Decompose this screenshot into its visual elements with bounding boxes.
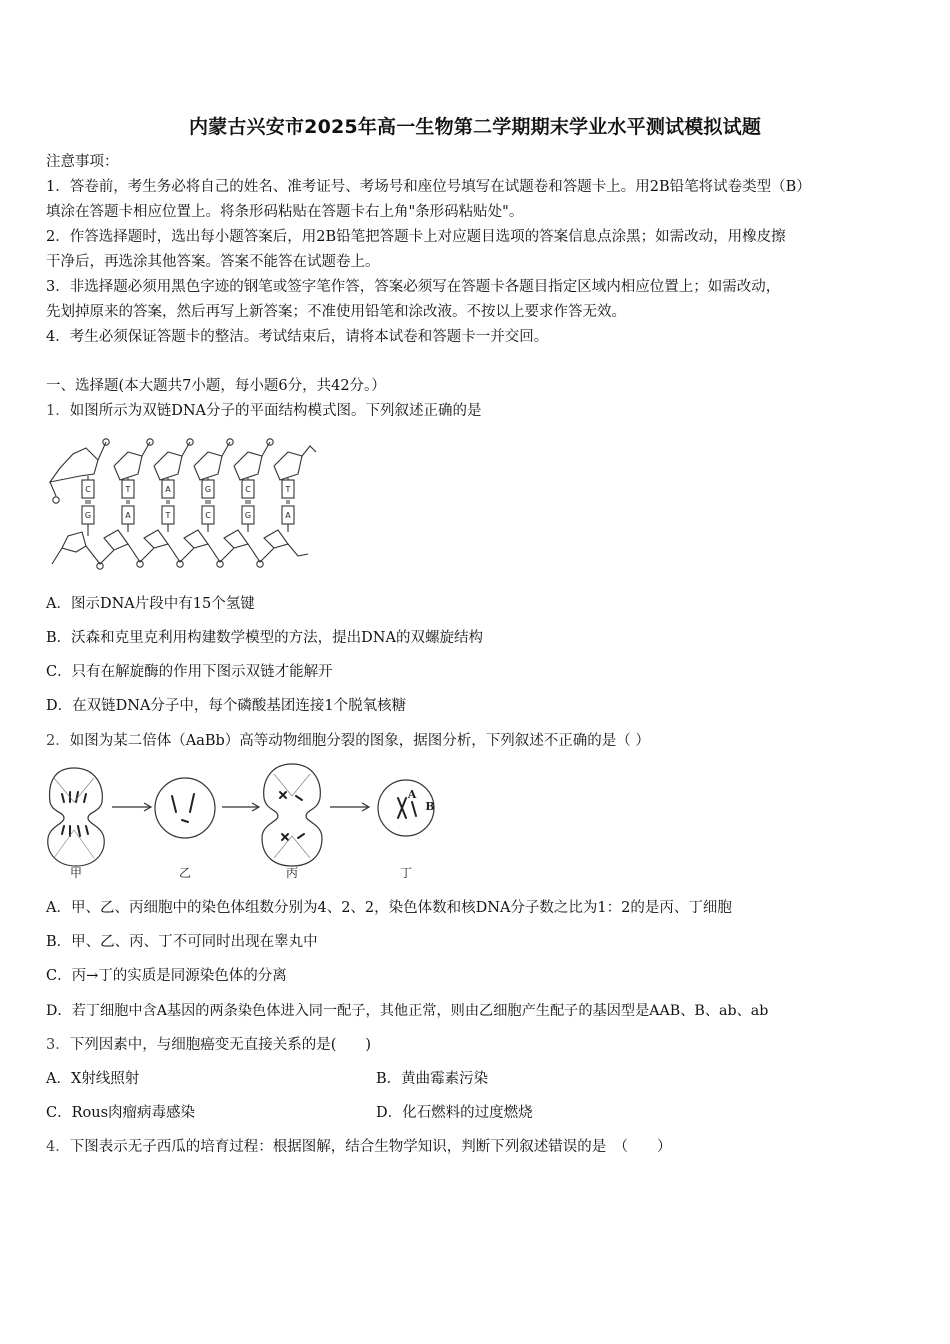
- notice-line: 先划掉原来的答案，然后再写上新答案；不准使用铅笔和涂改液。不按以上要求作答无效。: [46, 304, 626, 320]
- gene-label-b: B: [425, 800, 435, 813]
- option-b: B．黄曲霉素污染: [376, 1071, 489, 1087]
- option-c: C．丙→丁的实质是同源染色体的分离: [46, 968, 287, 984]
- question-stem: 下列因素中，与细胞癌变无直接关系的是( ): [69, 1037, 372, 1053]
- notice-line: 2．作答选择题时，选出每小题答案后，用2B铅笔把答题卡上对应题目选项的答案信息点涂黑；如需改动，用橡皮擦: [46, 229, 786, 245]
- question-number: 1．: [46, 403, 70, 419]
- page-title: 内蒙古兴安市2025年高一生物第二学期期末学业水平测试模拟试题: [188, 116, 762, 138]
- gene-label-a: A: [407, 788, 417, 801]
- question-stem: 如图为某二倍体（AaBb）高等动物细胞分裂的图象，据图分析，下列叙述不正确的是（ ）: [69, 733, 650, 749]
- notice-line: 干净后，再选涂其他答案。答案不能答在试题卷上。: [46, 254, 380, 270]
- base-label: T: [285, 485, 291, 494]
- option-a: A．甲、乙、丙细胞中的染色体组数分别为4、2、2，染色体数和核DNA分子数之比为1：2的是丙、丁细胞: [46, 900, 732, 916]
- base-label: C: [245, 485, 251, 494]
- option-a: A．图示DNA片段中有15个氢键: [46, 596, 255, 612]
- cell-label-ding: 丁: [399, 866, 413, 880]
- base-label: G: [204, 485, 212, 494]
- base-label: C: [205, 511, 211, 520]
- option-c: C．Rous肉瘤病毒感染: [46, 1105, 196, 1121]
- question-number: 2．: [46, 733, 70, 749]
- option-a: A．X射线照射: [46, 1071, 140, 1087]
- option-b: B．甲、乙、丙、丁不可同时出现在睾丸中: [46, 934, 318, 950]
- section-heading: 一、选择题(本大题共7小题，每小题6分，共42分。）: [46, 378, 386, 394]
- notice-heading: 注意事项：: [46, 154, 119, 170]
- question-stem: 下图表示无子西瓜的培育过程：根据图解，结合生物学知识，判断下列叙述错误的是 （ ）: [69, 1139, 672, 1155]
- base-label: G: [244, 511, 252, 520]
- option-d: D．在双链DNA分子中，每个磷酸基团连接1个脱氧核糖: [46, 698, 407, 714]
- base-label: A: [285, 511, 291, 520]
- cell-label-bing: 丙: [285, 866, 299, 880]
- question-1: [46, 401, 482, 421]
- base-label: C: [85, 485, 91, 494]
- base-label: G: [84, 511, 92, 520]
- base-label: T: [125, 485, 131, 494]
- base-label: T: [165, 511, 171, 520]
- notice-line: 填涂在答题卡相应位置上。将条形码粘贴在答题卡右上角"条形码粘贴处"。: [46, 204, 524, 220]
- question-3: [46, 1035, 371, 1055]
- question-2: [46, 731, 650, 751]
- cell-label-jia: 甲: [69, 866, 83, 880]
- question-stem: 如图所示为双链DNA分子的平面结构模式图。下列叙述正确的是: [69, 403, 482, 419]
- option-c: C．只有在解旋酶的作用下图示双链才能解开: [46, 664, 333, 680]
- option-b: B．沃森和克里克利用构建数学模型的方法，提出DNA的双螺旋结构: [46, 630, 483, 646]
- notice-line: 4．考生必须保证答题卡的整洁。考试结束后，请将本试卷和答题卡一并交回。: [46, 329, 549, 345]
- notice-line: 1．答卷前，考生务必将自己的姓名、准考证号、考场号和座位号填写在试题卷和答题卡上。用2B铅笔将试卷类型（B）: [46, 179, 811, 195]
- question-number: 4．: [46, 1139, 70, 1155]
- question-4: [46, 1137, 671, 1157]
- option-d: D．化石燃料的过度燃烧: [376, 1105, 533, 1121]
- dna-structure-diagram: [48, 438, 328, 578]
- cell-division-diagram: [44, 762, 444, 880]
- cell-label-yi: 乙: [178, 866, 192, 880]
- base-label: A: [125, 511, 131, 520]
- option-d: D．若丁细胞中含A基因的两条染色体进入同一配子，其他正常，则由乙细胞产生配子的基因型是AAB、B、ab、ab: [46, 1003, 769, 1019]
- notice-line: 3．非选择题必须用黑色字迹的钢笔或签字笔作答，答案必须写在答题卡各题目指定区域内相应位置上；如需改动，: [46, 279, 781, 295]
- question-number: 3．: [46, 1037, 70, 1053]
- base-label: A: [165, 485, 171, 494]
